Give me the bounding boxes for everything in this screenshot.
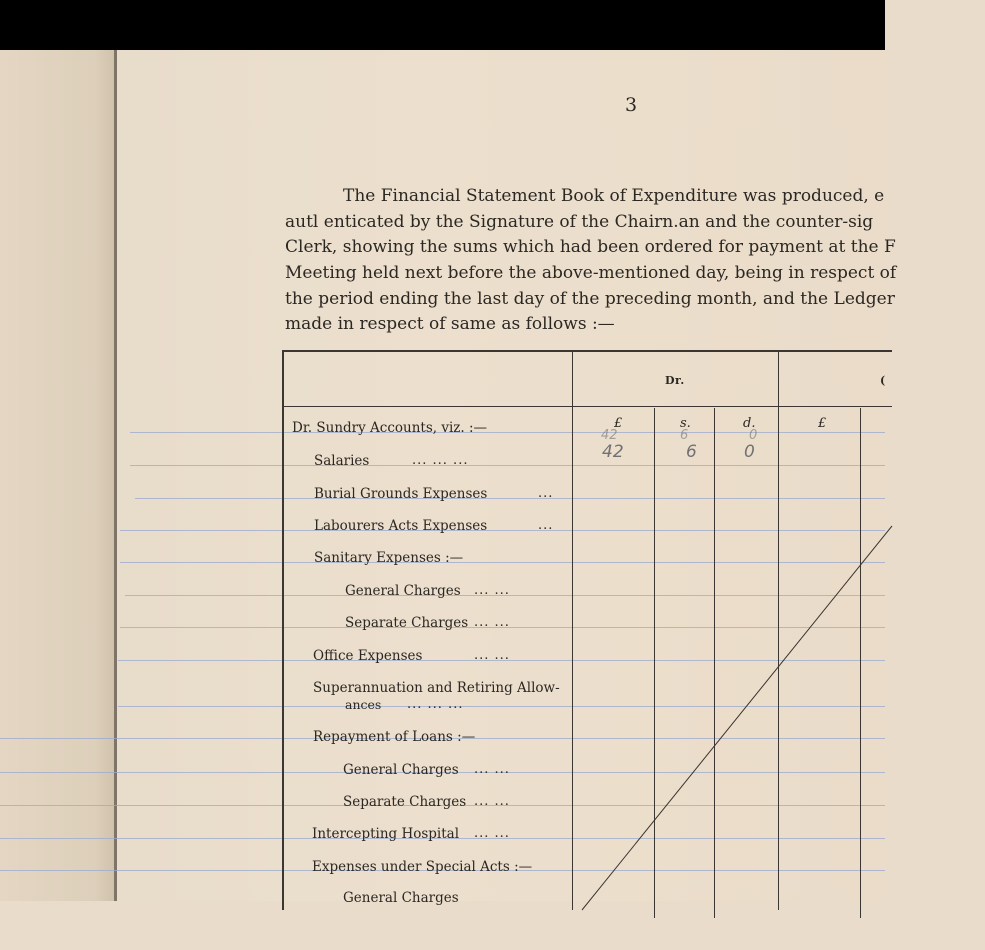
row-label: Separate Charges [343,794,467,810]
left-page-edge [0,50,118,901]
row-label: General Charges [343,890,459,906]
row-label: Separate Charges [345,615,469,631]
row-label: General Charges [345,583,461,599]
cr-pounds-header: £ [818,416,827,431]
dr-heading: Dr. [665,374,685,387]
row-label: ances [345,697,382,712]
handwritten-pounds: 42 [602,442,624,462]
row-label: Dr. Sundry Accounts, viz. :— [292,420,488,436]
page-number: 3 [625,94,638,116]
row-label: Repayment of Loans :— [313,729,476,745]
paragraph-line: the period ending the last day of the preceding month, and the Ledger [285,288,895,309]
handwritten-shillings: 6 [686,442,697,462]
paragraph-line: autl enticated by the Signature of the Chairn.an and the counter-sig [285,211,874,232]
top-black-bar [0,0,885,50]
handwritten-pence-faint: 0 [749,428,758,443]
paragraph-line: The Financial Statement Book of Expenditure was produced, e [343,186,885,206]
dr-shillings-header: s. [680,416,691,431]
handwritten-pence: 0 [744,442,755,462]
leader-dots: ... ... [474,826,510,841]
leader-dots: ... ... [474,648,510,663]
row-label: Superannuation and Retiring Allow- [313,680,560,696]
paragraph-line: Meeting held next before the above-mentioned day, being in respect of [285,263,897,284]
leader-dots: ... ... ... [407,697,464,712]
cr-heading: ( [880,374,886,387]
row-label: Office Expenses [313,648,423,664]
leader-dots: ... ... [474,762,510,777]
accounts-table [282,350,982,950]
paragraph-line: made in respect of same as follows :— [285,314,615,335]
leader-dots: ... [538,518,554,533]
row-label: Labourers Acts Expenses [314,518,488,534]
row-label: Expenses under Special Acts :— [312,859,533,875]
leader-dots: ... ... [474,583,510,598]
row-label: Salaries [314,453,370,469]
dr-pounds-header: £ [614,416,623,431]
row-label: Intercepting Hospital [312,826,460,842]
leader-dots: ... ... ... [412,453,469,468]
leader-dots: ... [538,486,554,501]
handwritten-shillings-faint: 6 [680,428,689,443]
dr-pence-header: d. [743,416,756,431]
row-label: Burial Grounds Expenses [314,486,488,502]
paragraph-line: Clerk, showing the sums which had been ordered for payment at the F [285,237,896,258]
handwritten-pounds-faint: 42 [601,428,618,443]
intro-paragraph [285,184,985,338]
row-label: Sanitary Expenses :— [314,550,464,566]
leader-dots: ... ... [474,794,510,809]
row-label: General Charges [343,762,459,778]
leader-dots: ... ... [474,615,510,630]
